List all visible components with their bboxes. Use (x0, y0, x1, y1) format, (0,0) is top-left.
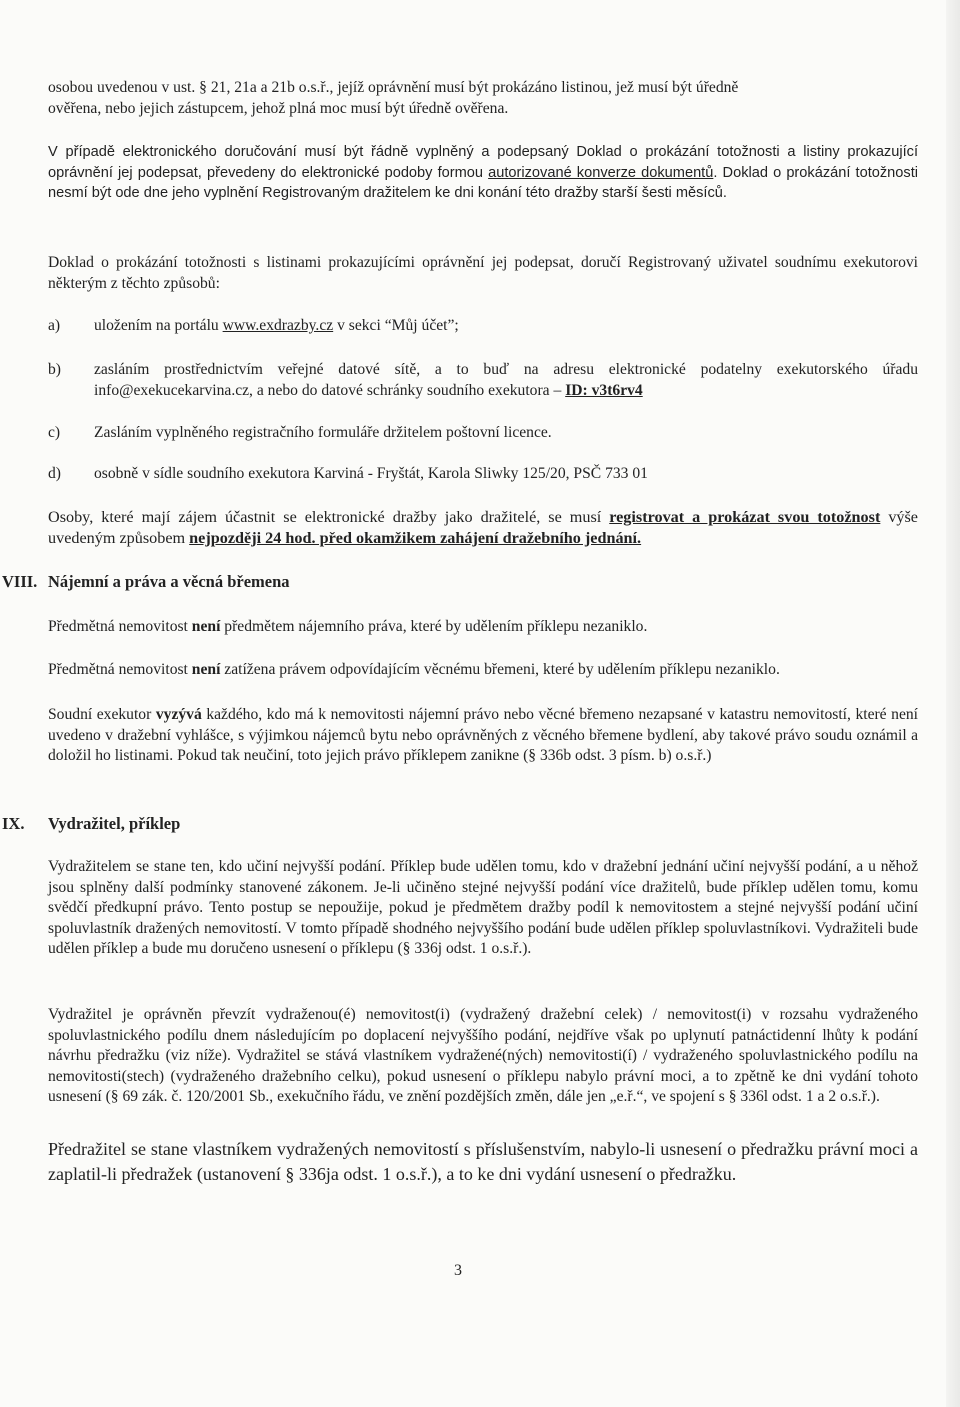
emphasis-underlined: nejpozději 24 hod. před okamžikem zahájení dražebního jednání. (189, 529, 642, 547)
paragraph-line: ověřena, nebo jejich zástupcem, jehož plná moc musí být úředně ověřena. (48, 99, 509, 117)
section-title: Nájemní a práva a věcná břemena (48, 572, 290, 591)
paragraph-easement (48, 660, 918, 681)
paragraph-highest-bid (48, 857, 918, 960)
text-span: zasláním prostřednictvím veřejné datové sítě, a to buď na adresu elektronické podatelny exekutorského úřadu info@exekucekarvina.cz, a nebo do datové schránky soudního exekutora – (94, 361, 918, 399)
paragraph-lease (48, 617, 918, 638)
text-span: . Doklad o prokázání totožnosti nesmí být ode dne jeho vyplnění Registrovaným dražitelem ke dni konání této dražby starší šesti měsíců. (48, 164, 918, 201)
databox-id: ID: v3t6rv4 (565, 381, 643, 399)
text-span: Předmětná nemovitost (48, 661, 192, 678)
text-span: uložením na portálu (94, 317, 223, 334)
text-span: výše uvedeným způsobem (48, 508, 918, 547)
list-label: c) (48, 424, 61, 441)
text-span: Vydražitel je oprávněn převzít vydraženou(é) nemovitost(i) (vydražený dražební celek) / nemovitost(i) v rozsahu vydraženého spoluvlastnického podílu dnem následujícím po doplacení nejvyššího podání, nejdříve však po uplynutí patnáctidenní lhůty k podání návrhu předražku (viz níže). Vydražitel se stává vlastníkem vydražené(ných) nemovitosti(í) / vydraženého spoluvlastnického podílu na nemovitosti(stech) (vydraženého dražebního celku), pokud usnesení o příklepu nabylo právní moci, a to zpětně ke dni vydání tohoto usnesení (§ 69 zák. č. 120/2001 Sb., exekučního řádu, ve znění pozdějších změn, dále jen „e.ř.“, ve spojení s § 336l odst. 1 a 2 o.s.ř.). (48, 1006, 918, 1105)
emphasis-bold: není (191, 618, 221, 635)
text-span: Předražitel se stane vlastníkem vydražených nemovitostí s příslušenstvím, nabylo-li usnesení o předražku právní moci a zaplatil-li předražek (ustanovení § 336ja odst. 1 o.s.ř.), a to ke dni vydání usnesení o předražku. (48, 1139, 918, 1184)
text-span: každého, kdo má k nemovitosti nájemní právo nebo věcné břemeno nezapsané v katastru nemovitostí, které není uvedeno v dražební vyhlášce, s výjimkou nájemců bytu nebo oprávněných z věcného břemene bydlení, aby takové právo soudu oznámil a doložil ho listinami. Pokud tak neučiní, toto jejich právo příklepem zanikne (§ 336b odst. 3 písm. b) o.s.ř.) (48, 706, 918, 764)
list-label: d) (48, 465, 61, 482)
paragraph-registration-deadline (48, 507, 918, 549)
page-number: 3 (454, 1262, 462, 1279)
text-span: Vydražitelem se stane ten, kdo učiní nejvyšší podání. Příklep bude udělen tomu, kdo v dražební jednání učiní nejvyšší podání, a u něhož jsou splněny další podmínky stanovené zákonem. Je-li učiněno stejné nejvyšší podání více dražitelů, bude příklep udělen tomu, komu svědčí předkupní právo. Tento postup se nepoužije, pokud je předmětem dražby podíl k nemovitostem a stejné nejvyšší podání učiní spoluvlastník dražených nemovitostí. V tomto případě shodného nejvyššího podání bude udělen příklep spoluvlastníkovi. Vydražiteli bude udělen příklep a bude mu doručeno usnesení o příklepu (§ 336j odst. 1 o.s.ř.). (48, 858, 918, 957)
paragraph-transfer (48, 1005, 918, 1108)
text-span: předmětem nájemního práva, které by udělením příklepu nezaniklo. (220, 618, 648, 635)
list-label: b) (48, 361, 61, 378)
portal-link[interactable]: www.exdrazby.cz (222, 317, 334, 334)
text-span: Doklad o prokázání totožnosti s listinami prokazujícími oprávnění jej podepsat, doručí Registrovaný uživatel soudnímu exekutorovi některým z těchto způsobů: (48, 254, 918, 292)
paragraph-line: osobou uvedenou v ust. § 21, 21a a 21b o.s.ř., jejíž oprávnění musí být prokázáno listinou, jež musí být úředně (48, 79, 739, 96)
list-label: a) (48, 317, 61, 334)
page-edge-shadow (946, 0, 960, 1407)
emphasis-bold: vyzývá (155, 706, 202, 723)
conversion-link[interactable]: autorizované konverze dokumentů (488, 164, 714, 181)
section-number: IX. (2, 814, 25, 833)
text-span: zatížena právem odpovídajícím věcnému břemeni, které by udělením příklepu nezaniklo. (220, 661, 780, 678)
section-number: VIII. (2, 572, 38, 591)
text-span: V případě elektronického doručování musí být řádně vyplněný a podepsaný Doklad o prokázání totožnosti a listiny prokazující oprávnění jej podepsat, převedeny do elektronické podoby formou (48, 144, 918, 181)
text-span: Soudní exekutor (48, 706, 156, 723)
text-span: v sekci “Můj účet”; (333, 317, 459, 334)
emphasis-underlined: registrovat a prokázat svou totožnost (609, 508, 881, 526)
text-span: Osoby, které mají zájem účastnit se elektronické dražby jako dražitelé, se musí (48, 508, 610, 526)
paragraph-electronic-delivery (48, 142, 918, 204)
paragraph-continuation (48, 78, 918, 119)
text-span: Zasláním vyplněného registračního formuláře držitelem poštovní licence. (94, 424, 552, 441)
paragraph-executor-call (48, 705, 918, 767)
paragraph-delivery-methods (48, 253, 918, 294)
section-title: Vydražitel, příklep (48, 814, 181, 833)
paragraph-overbid (48, 1137, 918, 1186)
text-span: osobně v sídle soudního exekutora Karviná - Fryštát, Karola Sliwky 125/20, PSČ 733 01 (94, 465, 648, 482)
text-span: Předmětná nemovitost (48, 618, 192, 635)
emphasis-bold: není (191, 661, 221, 678)
